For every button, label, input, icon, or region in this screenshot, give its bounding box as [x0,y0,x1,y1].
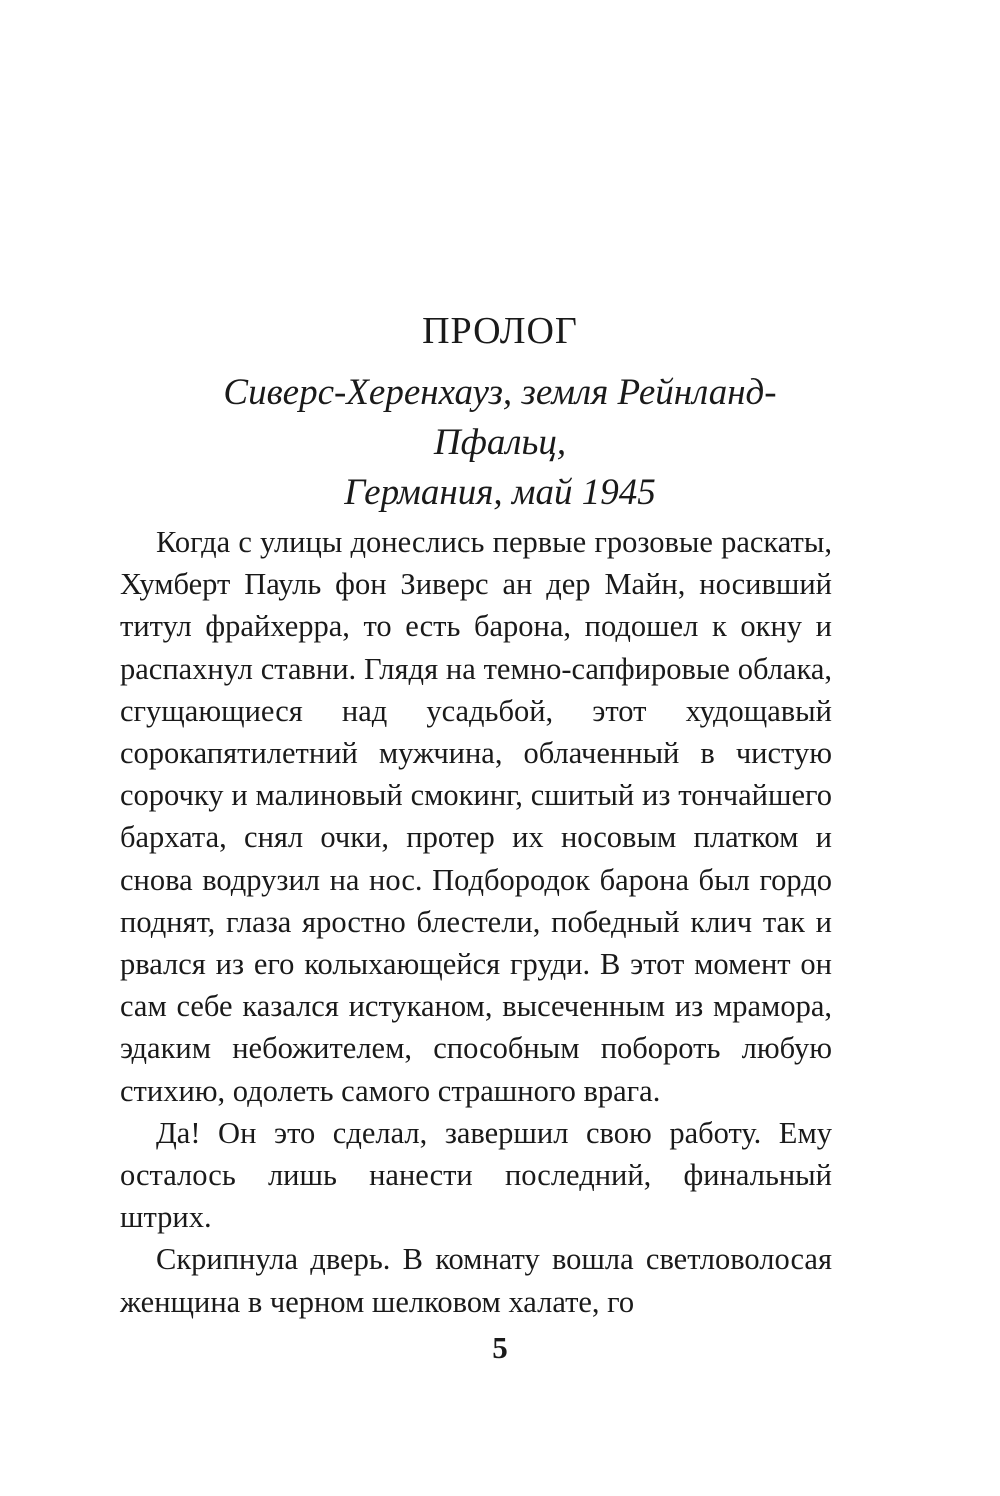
body-text [120,521,832,1323]
paragraph: Скрипнула дверь. В комнату вошла светловолосая женщина в черном шелковом халате, го [120,1242,832,1319]
page-number: 5 [492,1330,508,1365]
subtitle-line: Германия, май 1945 [344,472,656,513]
paragraph: Да! Он это сделал, завершил свою работу. Ему осталось лишь нанести последний, финальный штрих. [120,1115,832,1235]
paragraph: Когда с улицы донеслись первые грозовые раскаты, Хумберт Пауль фон Зиверс ан дер Майн, носивший титул фрайхерра, то есть барона, подошел к окну и распахнул ставни. Глядя на темно-сапфировые облака, сгущающиеся над усадьбой, этот худощавый сорокапятилетний мужчина, облаченный в чистую сорочку и малиновый смокинг, сшитый из тончайшего бархата, снял очки, протер их носовым платком и снова водрузил на нос. Подбородок барона был гордо поднят, глаза яростно блестели, победный клич так и рвался из его колыхающейся груди. В этот момент он сам себе казался истуканом, высеченным из мрамора, эдаким небожителем, способным побороть любую стихию, одолеть самого страшного врага. [120,525,832,1108]
chapter-subtitle [160,368,840,518]
chapter-title: ПРОЛОГ [422,310,578,352]
subtitle-line: Пфальц, [433,422,567,463]
subtitle-line: Сиверс-Херенхауз, земля Рейнланд- [223,372,777,413]
